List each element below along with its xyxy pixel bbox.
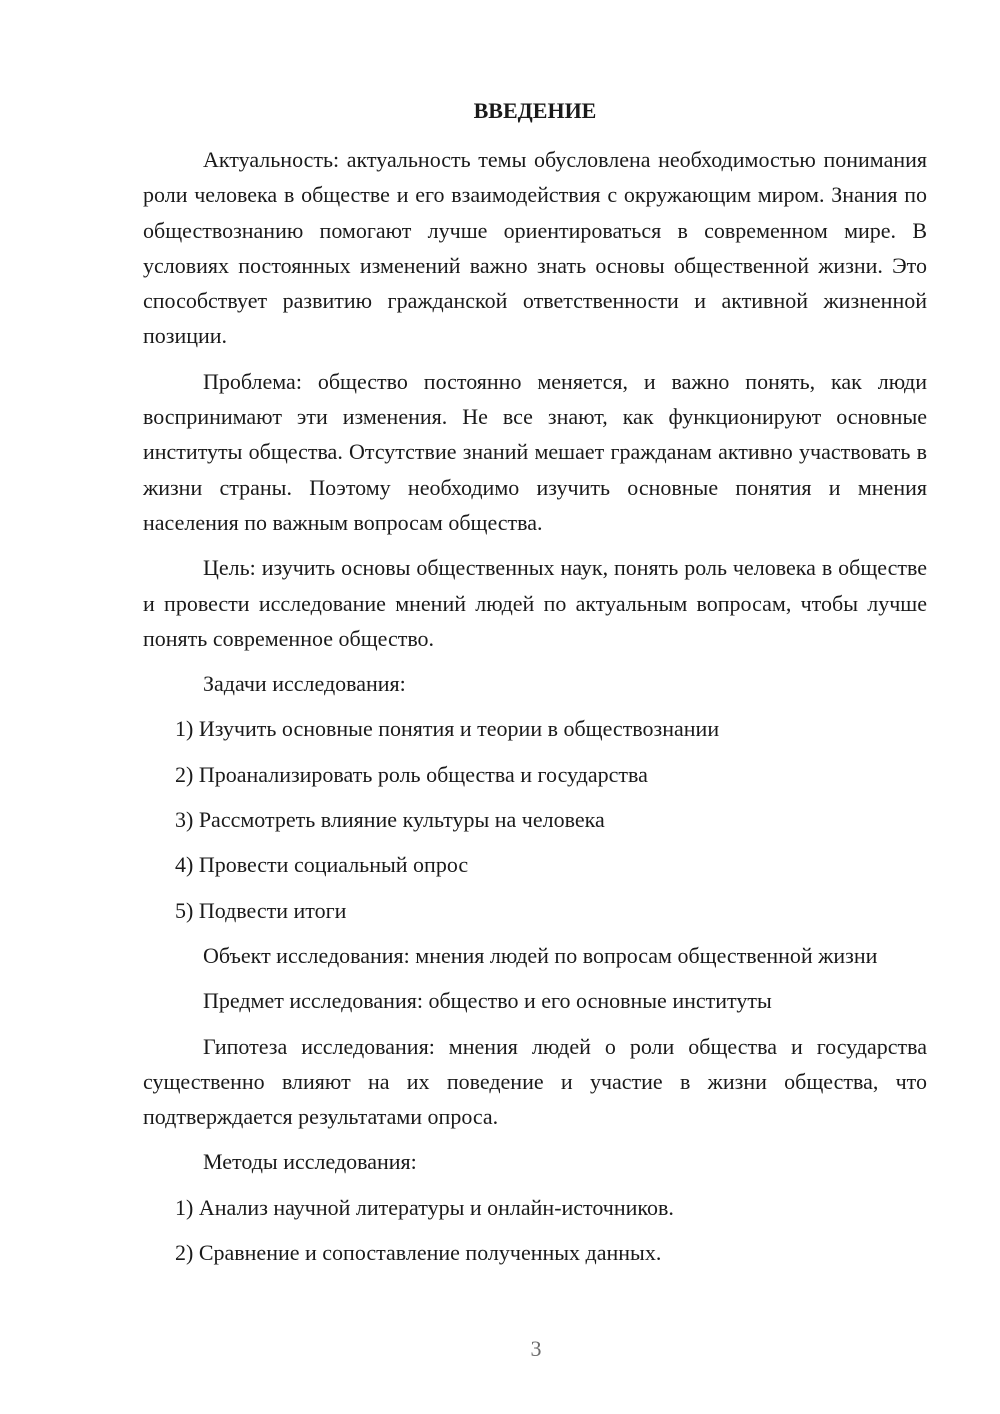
tasks-heading: Задачи исследования: (203, 671, 406, 697)
method-item-1: 1) Анализ научной литературы и онлайн-источников. (175, 1194, 674, 1220)
relevance-paragraph: Актуальность: актуальность темы обусловлена необходимостью понимания роли человека в обществе и его взаимодействия с окружающим миром. Знания по обществознанию помогают лучше ориентироваться в современном мире. В условиях постоянных изменений важно знать основы общественной жизни. Это способствует развитию гражданской ответственности и активной жизненной позиции. (143, 147, 927, 349)
hypothesis-paragraph: Гипотеза исследования: мнения людей о роли общества и государства существенно влияют на их поведение и участие в жизни общества, что подтверждается результатами опроса. (143, 1033, 927, 1130)
page-title: ВВЕДЕНИЕ (473, 98, 597, 123)
subject-paragraph: Предмет исследования: общество и его основные институты (203, 988, 772, 1014)
document-body (143, 142, 927, 1280)
task-item-1: 1) Изучить основные понятия и теории в обществознании (175, 716, 720, 742)
problem-paragraph: Проблема: общество постоянно меняется, и важно понять, как люди воспринимают эти изменения. Не все знают, как функционируют основные институты общества. Отсутствие знаний мешает гражданам активно участвовать в жизни страны. Поэтому необходимо изучить основные понятия и мнения населения по важным вопросам общества. (143, 368, 927, 535)
goal-paragraph: Цель: изучить основы общественных наук, понять роль человека в обществе и провести исследование мнений людей по актуальным вопросам, чтобы лучше понять современное общество. (143, 555, 927, 651)
page-number: 3 (530, 1336, 542, 1361)
method-item-2: 2) Сравнение и сопоставление полученных данных. (175, 1240, 662, 1266)
methods-heading: Методы исследования: (203, 1149, 417, 1175)
task-item-3: 3) Рассмотреть влияние культуры на человека (175, 807, 605, 833)
task-item-5: 5) Подвести итоги (175, 897, 347, 923)
task-item-2: 2) Проанализировать роль общества и государства (175, 761, 648, 787)
object-paragraph: Объект исследования: мнения людей по вопросам общественной жизни (203, 942, 878, 968)
task-item-4: 4) Провести социальный опрос (175, 852, 469, 878)
